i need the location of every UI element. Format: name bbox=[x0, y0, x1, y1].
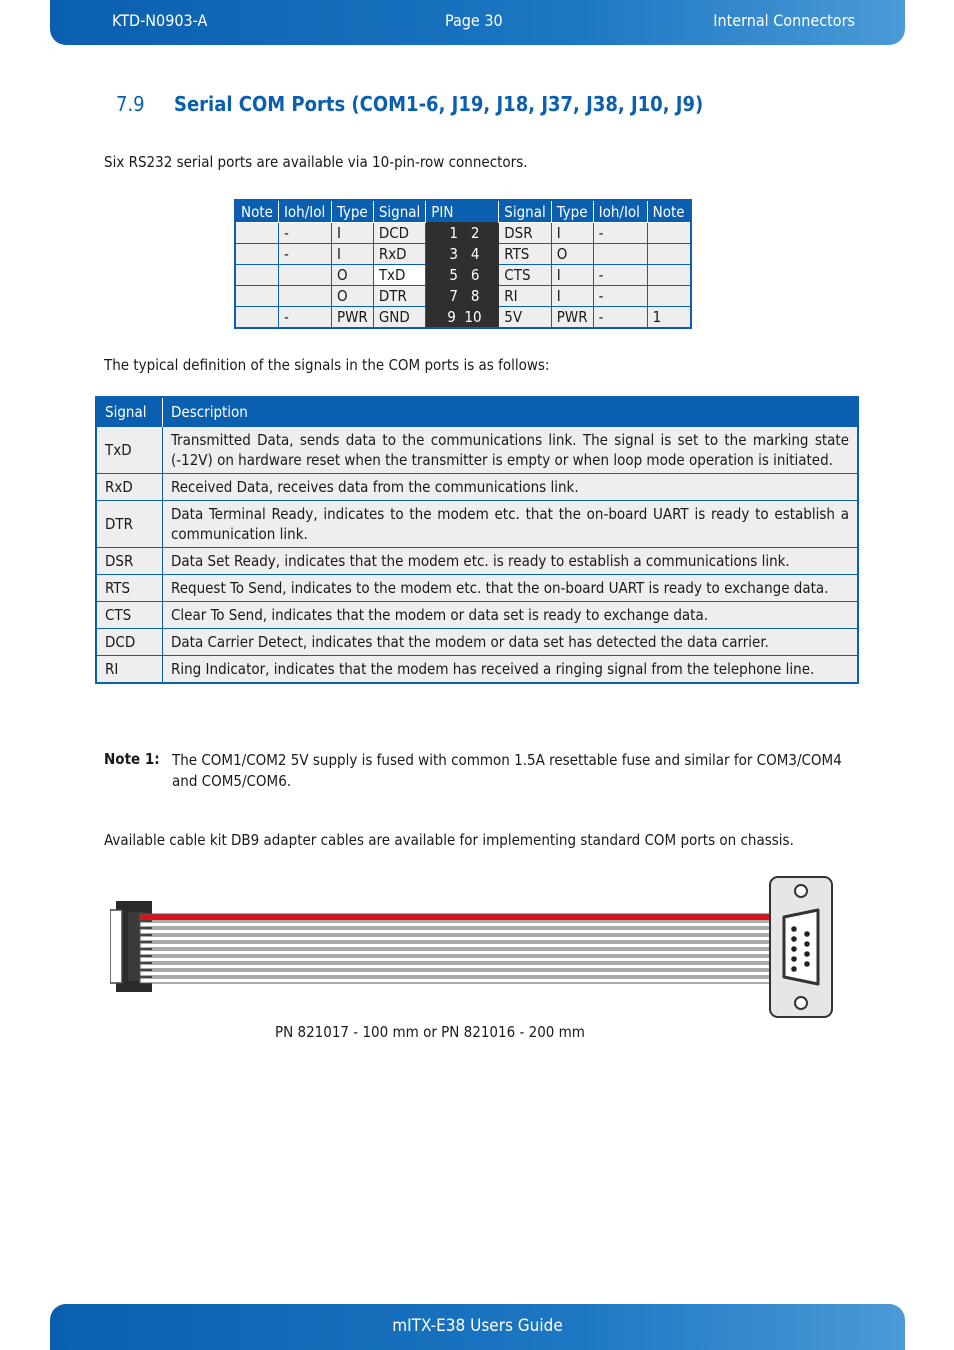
pin-cell: - bbox=[593, 265, 647, 286]
pin-table bbox=[234, 199, 692, 329]
cable-paragraph: Available cable kit DB9 adapter cables are available for implementing standard COM ports on chassis. bbox=[104, 831, 794, 849]
ribbon-wires bbox=[140, 914, 772, 983]
db9-cable-illustration bbox=[110, 872, 835, 1020]
signal-row bbox=[96, 474, 858, 501]
pin-cell: 5V bbox=[499, 307, 551, 329]
pin-row bbox=[235, 244, 691, 265]
note-text: The COM1/COM2 5V supply is fused with common 1.5A resettable fuse and similar for COM3/COM4 and COM5/COM6. bbox=[172, 751, 842, 790]
pin-cell bbox=[647, 223, 690, 244]
pin-cell bbox=[278, 286, 331, 307]
pin-cell: RxD bbox=[373, 244, 425, 265]
section-number: 7.9 bbox=[116, 92, 145, 116]
pin-cell bbox=[235, 244, 278, 265]
pin-cell: O bbox=[331, 265, 373, 286]
pin-col-header: Signal bbox=[373, 200, 425, 223]
signal-row bbox=[96, 548, 858, 575]
pin-cell bbox=[593, 244, 647, 265]
signal-name: CTS bbox=[96, 602, 163, 629]
signal-description: Data Terminal Ready, indicates to the modem etc. that the on-board UART is ready to establish a communication link. bbox=[163, 501, 859, 548]
note-label: Note 1: bbox=[104, 750, 160, 768]
pin-numbers: 7 8 bbox=[426, 286, 499, 307]
signal-row bbox=[96, 656, 858, 684]
signal-description: Request To Send, indicates to the modem etc. that the on-board UART is ready to exchange data. bbox=[163, 575, 859, 602]
pin-table-body bbox=[235, 223, 691, 329]
signal-row bbox=[96, 427, 858, 474]
intro-paragraph: Six RS232 serial ports are available via 10-pin-row connectors. bbox=[104, 153, 528, 171]
signal-col-header: Description bbox=[163, 397, 859, 427]
page-number: Page 30 bbox=[445, 11, 503, 30]
pin-col-header: Note bbox=[235, 200, 278, 223]
pin-cell bbox=[647, 244, 690, 265]
pin-numbers: 9 10 bbox=[426, 307, 499, 329]
pin-cell: CTS bbox=[499, 265, 551, 286]
signal-name: DSR bbox=[96, 548, 163, 575]
signal-name: RTS bbox=[96, 575, 163, 602]
signal-name: TxD bbox=[96, 427, 163, 474]
pin-col-header: Type bbox=[551, 200, 593, 223]
pin-cell: I bbox=[551, 223, 593, 244]
pin-cell: PWR bbox=[331, 307, 373, 329]
signal-name: RxD bbox=[96, 474, 163, 501]
pin-col-header: Ioh/Iol bbox=[278, 200, 331, 223]
pin-cell: DCD bbox=[373, 223, 425, 244]
pin-numbers: 1 2 bbox=[426, 223, 499, 244]
pin-cell: - bbox=[593, 307, 647, 329]
pin-cell: I bbox=[331, 244, 373, 265]
pin-row bbox=[235, 307, 691, 329]
pin-col-header: PIN bbox=[426, 200, 499, 223]
pin-numbers: 5 6 bbox=[426, 265, 499, 286]
pin-cell: GND bbox=[373, 307, 425, 329]
pin-cell bbox=[235, 307, 278, 329]
pin-cell: DTR bbox=[373, 286, 425, 307]
pin-cell: DSR bbox=[499, 223, 551, 244]
signal-description: Clear To Send, indicates that the modem or data set is ready to exchange data. bbox=[163, 602, 859, 629]
pin-cell: RI bbox=[499, 286, 551, 307]
pin-cell: TxD bbox=[373, 265, 425, 286]
signal-row bbox=[96, 629, 858, 656]
pin-cell bbox=[647, 265, 690, 286]
pin-cell: - bbox=[278, 307, 331, 329]
page-header bbox=[50, 0, 905, 45]
pin-col-header: Ioh/Iol bbox=[593, 200, 647, 223]
signal-name: DCD bbox=[96, 629, 163, 656]
pin-col-header: Type bbox=[331, 200, 373, 223]
pin-row bbox=[235, 265, 691, 286]
pin-cell: O bbox=[551, 244, 593, 265]
signal-name: DTR bbox=[96, 501, 163, 548]
pin-cell: - bbox=[593, 223, 647, 244]
pin-cell bbox=[235, 286, 278, 307]
signal-description: Received Data, receives data from the communications link. bbox=[163, 474, 859, 501]
pin-cell: I bbox=[551, 265, 593, 286]
pin-cell: I bbox=[551, 286, 593, 307]
signal-col-header: Signal bbox=[96, 397, 163, 427]
note-1 bbox=[104, 750, 854, 792]
pin-row bbox=[235, 223, 691, 244]
signal-description: Data Carrier Detect, indicates that the modem or data set has detected the data carrier. bbox=[163, 629, 859, 656]
signal-description: Ring Indicator, indicates that the modem has received a ringing signal from the telephone line. bbox=[163, 656, 859, 684]
typical-paragraph: The typical definition of the signals in the COM ports is as follows: bbox=[104, 356, 550, 374]
footer-title: mITX-E38 Users Guide bbox=[392, 1316, 563, 1336]
section-name: Internal Connectors bbox=[713, 11, 855, 30]
pin-cell: I bbox=[331, 223, 373, 244]
pin-cell bbox=[235, 223, 278, 244]
pin-cell: - bbox=[278, 244, 331, 265]
pin-row bbox=[235, 286, 691, 307]
pin-cell bbox=[278, 265, 331, 286]
page-footer bbox=[50, 1304, 905, 1350]
signal-description: Data Set Ready, indicates that the modem etc. is ready to establish a communications link. bbox=[163, 548, 859, 575]
signal-table bbox=[95, 396, 859, 684]
cable-caption: PN 821017 - 100 mm or PN 821016 - 200 mm bbox=[275, 1023, 585, 1041]
signal-description: Transmitted Data, sends data to the communications link. The signal is set to the marking state (-12V) on hardware reset when the transmitter is empty or when loop mode operation is initiated. bbox=[163, 427, 859, 474]
signal-row bbox=[96, 575, 858, 602]
doc-id: KTD-N0903-A bbox=[112, 11, 208, 30]
section-title: Serial COM Ports (COM1-6, J19, J18, J37, J38, J10, J9) bbox=[174, 92, 704, 116]
signal-table-header bbox=[96, 397, 858, 427]
pin-cell: PWR bbox=[551, 307, 593, 329]
pin-numbers: 3 4 bbox=[426, 244, 499, 265]
pin-table-header bbox=[235, 200, 691, 223]
signal-table-body bbox=[96, 427, 858, 684]
pin-cell bbox=[235, 265, 278, 286]
pin-cell: O bbox=[331, 286, 373, 307]
pin-cell: RTS bbox=[499, 244, 551, 265]
pin-cell: 1 bbox=[647, 307, 690, 329]
pin-cell: - bbox=[278, 223, 331, 244]
db9-connector bbox=[770, 877, 832, 1017]
signal-name: RI bbox=[96, 656, 163, 684]
pin-col-header: Note bbox=[647, 200, 690, 223]
signal-row bbox=[96, 501, 858, 548]
pin-col-header: Signal bbox=[499, 200, 551, 223]
pin-cell: - bbox=[593, 286, 647, 307]
signal-row bbox=[96, 602, 858, 629]
pin-cell bbox=[647, 286, 690, 307]
